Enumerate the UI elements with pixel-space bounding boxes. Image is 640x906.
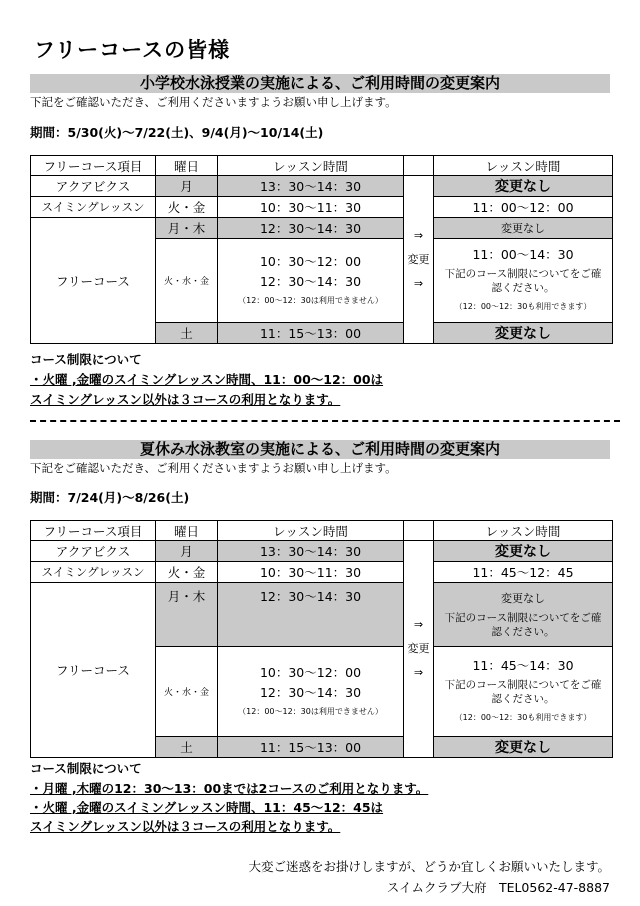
- table-row: [31, 218, 613, 239]
- change-label: 変更: [407, 252, 430, 266]
- row-new: 変更なし: [434, 737, 613, 758]
- row-time-group: [218, 647, 404, 737]
- header-arrow: [404, 521, 434, 541]
- arrow-icon: ⇒: [413, 618, 424, 631]
- change-arrow-cell: [404, 176, 434, 344]
- time-1: 10：30〜12：00: [259, 253, 362, 269]
- row-time-group: [218, 239, 404, 323]
- header-item: フリーコース項目: [31, 156, 156, 176]
- section2-limit-2: ・火曜 ,金曜のスイミングレッスン時間、11：45〜12：45は: [30, 800, 384, 815]
- table-row: [31, 583, 613, 647]
- table-header-row: [31, 156, 613, 176]
- header-day: 曜日: [156, 156, 218, 176]
- row-time: 13：30〜14：30: [218, 541, 404, 562]
- section2-note: 下記をご確認いただき、ご利用くださいますようお願い申し上げます。: [30, 461, 397, 475]
- row-time: 12：30〜14：30: [218, 583, 404, 647]
- header-day: 曜日: [156, 521, 218, 541]
- time-1: 10：30〜12：00: [259, 664, 362, 680]
- row-item: アクアビクス: [31, 176, 156, 197]
- row-time: 10：30〜11：30: [218, 562, 404, 583]
- time-2: 12：30〜14：30: [259, 684, 362, 700]
- header-new-time: レッスン時間: [434, 521, 613, 541]
- row-new: 変更なし: [434, 323, 613, 344]
- section2-limit-heading: コース制限について: [30, 761, 142, 776]
- row-day: 月・木: [156, 218, 218, 239]
- footer-contact: スイムクラブ大府 TEL0562-47-8887: [386, 880, 610, 895]
- row-item: フリーコース: [31, 583, 156, 758]
- section1-limit-heading: コース制限について: [30, 352, 142, 367]
- row-day: 月: [156, 176, 218, 197]
- section1-table: [30, 155, 613, 344]
- section2-limit-3: スイミングレッスン以外は３コースの利用となります。: [30, 819, 341, 834]
- row-item: アクアビクス: [31, 541, 156, 562]
- row-time: 12：30〜14：30: [218, 218, 404, 239]
- footer-apology: 大変ご迷惑をお掛けしますが、どうか宜しくお願いいたします。: [248, 859, 610, 874]
- row-item: スイミングレッスン: [31, 562, 156, 583]
- arrow-icon: ⇒: [413, 228, 424, 242]
- new-time: 11：00〜14：30: [472, 246, 574, 262]
- section-divider: [30, 420, 620, 422]
- section1-limit-2: スイミングレッスン以外は３コースの利用となります。: [30, 392, 341, 407]
- arrow-icon: ⇒: [413, 666, 424, 679]
- row-item: スイミングレッスン: [31, 197, 156, 218]
- time-2: 12：30〜14：30: [259, 273, 362, 289]
- new-label: 変更なし: [501, 591, 545, 605]
- row-day: 火・水・金: [156, 239, 218, 323]
- row-day: 土: [156, 737, 218, 758]
- row-new-group: [434, 583, 613, 647]
- new-desc: 下記のコース制限についてをご確認ください。: [444, 678, 602, 705]
- row-day: 月・木: [156, 583, 218, 647]
- header-time: レッスン時間: [218, 521, 404, 541]
- row-new-group: [434, 647, 613, 737]
- page-title: フリーコースの皆様: [34, 38, 231, 62]
- row-time: 13：30〜14：30: [218, 176, 404, 197]
- change-arrow-cell: [404, 541, 434, 758]
- table-row: [31, 541, 613, 562]
- row-day: 土: [156, 323, 218, 344]
- row-day: 火・水・金: [156, 647, 218, 737]
- row-new: 変更なし: [434, 541, 613, 562]
- header-time: レッスン時間: [218, 156, 404, 176]
- row-item: フリーコース: [31, 218, 156, 344]
- new-time: 11：45〜14：30: [472, 657, 574, 673]
- row-time: 11：15〜13：00: [218, 323, 404, 344]
- change-label: 変更: [407, 642, 430, 655]
- header-new-time: レッスン時間: [434, 156, 613, 176]
- new-note: （12：00〜12：30も利用できます）: [454, 301, 592, 311]
- section2-period: 期間：7/24(月)〜8/26(土): [30, 490, 190, 505]
- time-note: （12：00〜12：30は利用できません）: [238, 295, 383, 305]
- row-day: 火・金: [156, 197, 218, 218]
- section1-limit-1: ・火曜 ,金曜のスイミングレッスン時間、11：00〜12：00は: [30, 372, 384, 387]
- new-desc: 下記のコース制限についてをご確認ください。: [444, 267, 602, 294]
- row-new: 変更なし: [434, 218, 613, 239]
- row-new-group: [434, 239, 613, 323]
- table-row: [31, 197, 613, 218]
- section2-limit-1: ・月曜 ,木曜の12：30〜13：00までは2コースのご利用となります。: [30, 781, 429, 796]
- row-time: 10：30〜11：30: [218, 197, 404, 218]
- table-row: [31, 562, 613, 583]
- header-item: フリーコース項目: [31, 521, 156, 541]
- section1-period: 期間：5/30(火)〜7/22(土)、9/4(月)〜10/14(土): [30, 125, 324, 140]
- section2-table: [30, 520, 613, 758]
- row-new: 変更なし: [434, 176, 613, 197]
- time-note: （12：00〜12：30は利用できません）: [238, 706, 383, 716]
- new-desc: 下記のコース制限についてをご確認ください。: [444, 611, 602, 638]
- table-row: [31, 176, 613, 197]
- new-note: （12：00〜12：30も利用できます）: [454, 712, 592, 722]
- row-day: 月: [156, 541, 218, 562]
- row-new: 11：45〜12：45: [434, 562, 613, 583]
- section2-heading: 夏休み水泳教室の実施による、ご利用時間の変更案内: [30, 440, 610, 459]
- table-header-row: [31, 521, 613, 541]
- arrow-icon: ⇒: [413, 276, 424, 290]
- header-arrow: [404, 156, 434, 176]
- row-time: 11：15〜13：00: [218, 737, 404, 758]
- row-day: 火・金: [156, 562, 218, 583]
- section1-note: 下記をご確認いただき、ご利用くださいますようお願い申し上げます。: [30, 95, 397, 109]
- section1-heading: 小学校水泳授業の実施による、ご利用時間の変更案内: [30, 74, 610, 93]
- row-new: 11：00〜12：00: [434, 197, 613, 218]
